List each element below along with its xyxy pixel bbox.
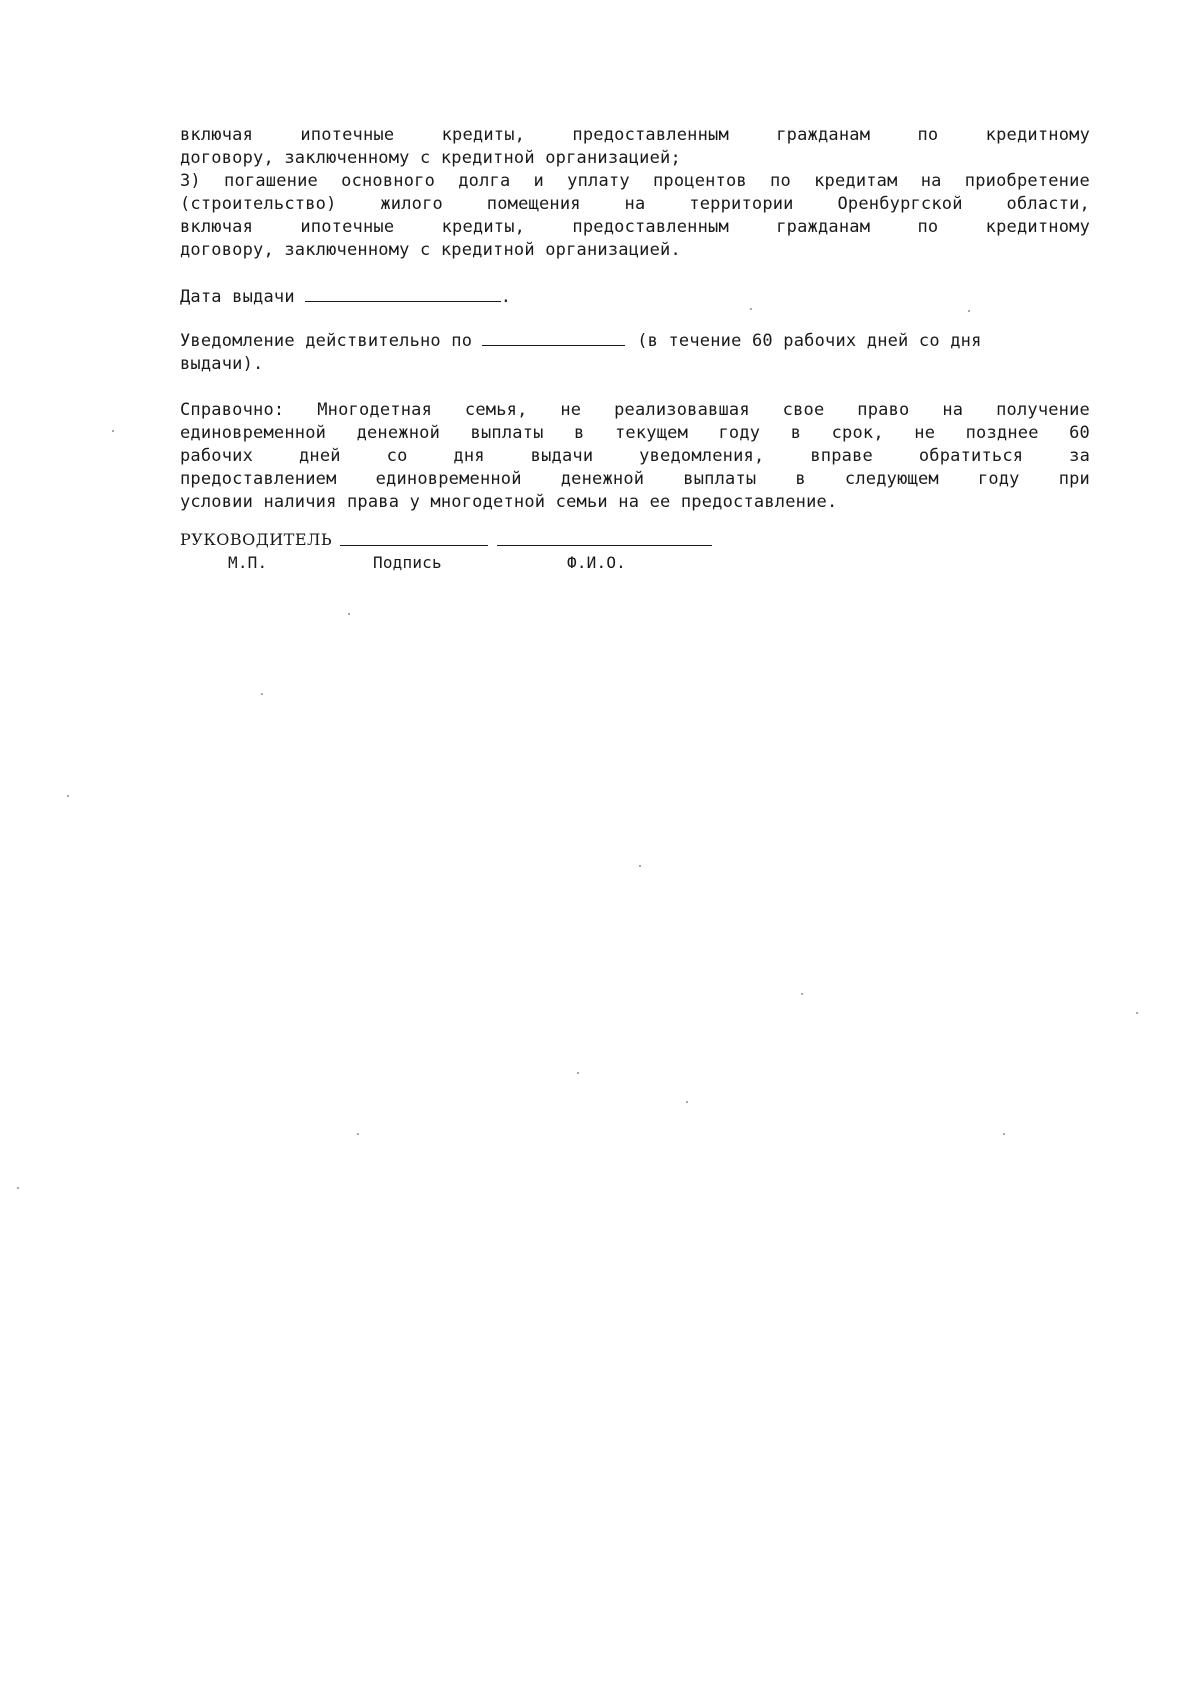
scan-speck: [357, 1133, 359, 1135]
scan-speck: [801, 993, 803, 995]
text-line: включая ипотечные кредиты, предоставленным гражданам по кредитному: [180, 217, 1090, 237]
signature-caption: Подпись: [373, 553, 442, 572]
text-line: условии наличия права у многодетной семьи на ее предоставление.: [180, 492, 838, 512]
validity-suffix: (в течение 60 рабочих дней со дня: [637, 331, 982, 351]
signature-row: [180, 528, 1090, 551]
validity-line: [180, 329, 1090, 353]
validity-prefix: Уведомление действительно по: [180, 331, 473, 351]
scan-speck: [1136, 1012, 1138, 1014]
issue-date-row: [180, 285, 1090, 309]
validity-paragraph: [180, 329, 1090, 376]
scan-speck: [1003, 1133, 1005, 1135]
scan-speck: [67, 795, 69, 797]
scan-speck: [577, 1072, 579, 1074]
scan-speck: [639, 865, 641, 867]
issue-date-end: .: [500, 287, 512, 307]
validity-date-blank: [482, 329, 625, 346]
text-line: Справочно: Многодетная семья, не реализовавшая свое право на получение: [180, 400, 1090, 420]
text-line: договору, заключенному с кредитной организацией.: [180, 240, 681, 260]
intro-paragraph: [180, 124, 1090, 170]
full-name-caption: Ф.И.О.: [567, 553, 626, 572]
scan-speck: [112, 430, 114, 432]
scan-speck: [17, 1187, 19, 1189]
stamp-caption: М.П.: [228, 553, 268, 572]
text-line: единовременной денежной выплаты в текущем году в срок, не позднее 60: [180, 423, 1090, 443]
reference-paragraph: [180, 399, 1090, 514]
text-line: (строительство) жилого помещения на территории Оренбургской области,: [180, 194, 1090, 214]
text-line: договору, заключенному с кредитной организацией;: [180, 148, 681, 168]
text-line: выдачи).: [180, 354, 264, 374]
issue-date-blank: [305, 285, 501, 302]
scan-speck: [968, 310, 970, 312]
signature-captions: [180, 551, 1090, 573]
document-body: [180, 124, 1090, 573]
signature-blank: [340, 545, 488, 546]
head-label: РУКОВОДИТЕЛЬ: [180, 530, 333, 549]
text-line: рабочих дней со дня выдачи уведомления, вправе обратиться за: [180, 446, 1090, 466]
text-line: предоставлением единовременной денежной выплаты в следующем году при: [180, 469, 1090, 489]
issue-date-label: Дата выдачи: [180, 287, 295, 307]
full-name-blank: [497, 545, 712, 546]
text-line: 3) погашение основного долга и уплату процентов по кредитам на приобретение: [180, 171, 1090, 191]
scan-speck: [348, 613, 350, 615]
item-3-paragraph: [180, 170, 1090, 262]
scan-speck: [261, 693, 263, 695]
scan-speck: [750, 308, 752, 310]
scan-speck: [686, 1101, 688, 1103]
text-line: включая ипотечные кредиты, предоставленным гражданам по кредитному: [180, 125, 1090, 145]
